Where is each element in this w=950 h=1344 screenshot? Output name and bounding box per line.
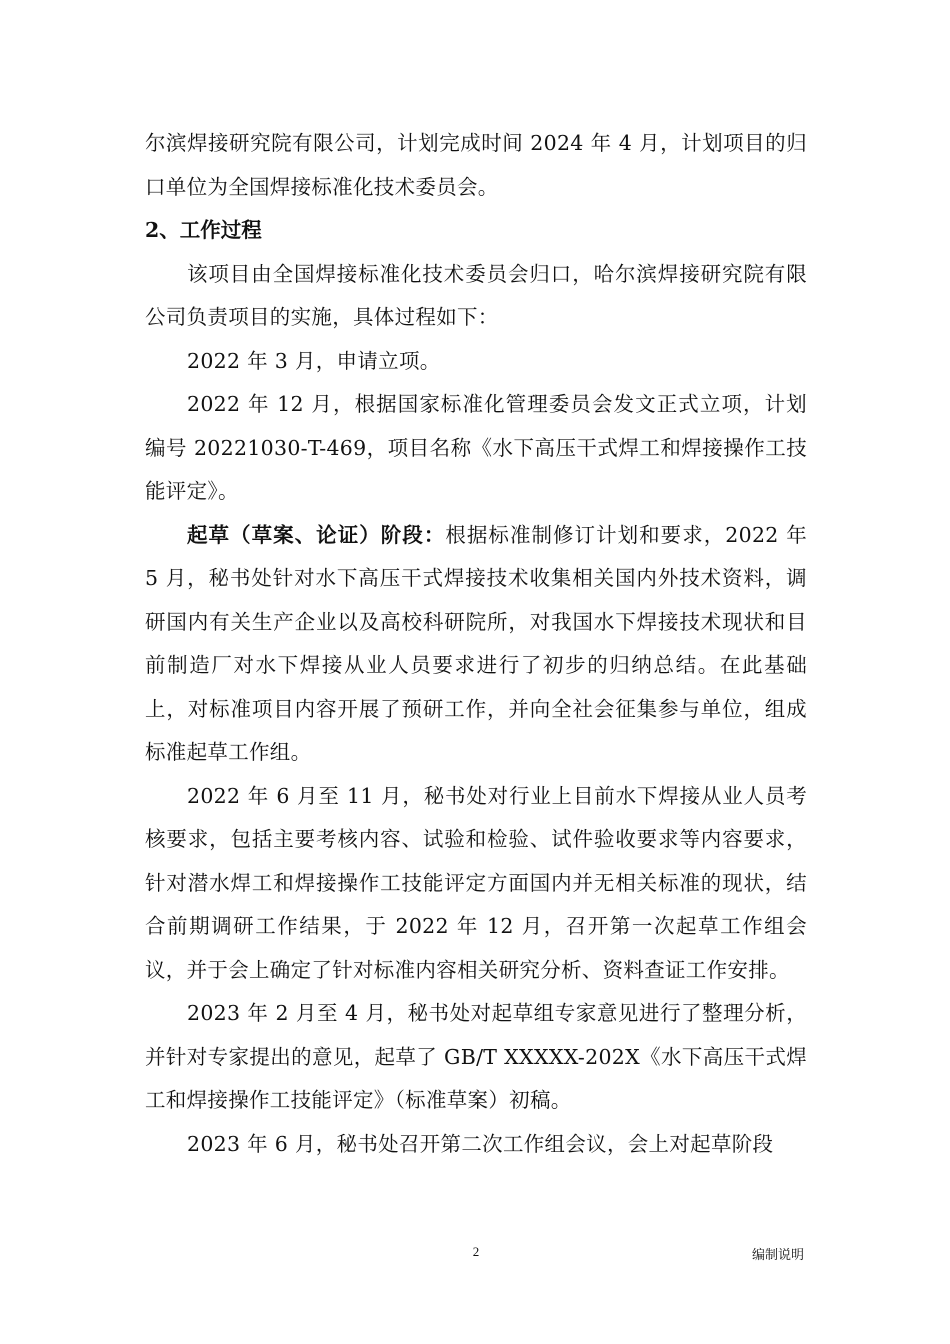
paragraph: 2022 年 6 月至 11 月，秘书处对行业上目前水下焊接从业人员考核要求，包括主要考核内容、试验和检验、试件验收要求等内容要求，针对潜水焊工和焊接操作工技能评定方面国内并无相关标准的现状，结合前期调研工作结果，于 2022 年 12 月，召开第一次起草工作组会议，并于会上确定了针对标准内容相关研究分析、资料查证工作安排。 bbox=[145, 783, 807, 982]
body-text bbox=[145, 122, 807, 1166]
paragraph-lead-bold: 起草（草案、论证）阶段： bbox=[187, 522, 446, 547]
footer-label: 编制说明 bbox=[752, 1248, 805, 1263]
paragraph-drafting-stage bbox=[145, 514, 807, 775]
section-heading: 2、工作过程 bbox=[145, 218, 262, 242]
paragraph: 2022 年 12 月，根据国家标准化管理委员会发文正式立项，计划编号 20221030-T-469，项目名称《水下高压干式焊工和焊接操作工技能评定》。 bbox=[145, 392, 807, 503]
paragraph-continuation: 尔滨焊接研究院有限公司，计划完成时间 2024 年 4 月，计划项目的归口单位为全国焊接标准化技术委员会。 bbox=[145, 131, 807, 199]
paragraph: 2022 年 3 月，申请立项。 bbox=[187, 348, 441, 373]
paragraph: 2023 年 6 月，秘书处召开第二次工作组会议，会上对起草阶段 bbox=[187, 1131, 774, 1156]
paragraph: 2023 年 2 月至 4 月，秘书处对起草组专家意见进行了整理分析，并针对专家提出的意见，起草了 GB/T XXXXX-202X《水下高压干式焊工和焊接操作工技能评定》（标准草案）初稿。 bbox=[145, 1001, 807, 1112]
paragraph-lead-text: 根据标准制修订计划和要求，2022 年 5 月，秘书处针对水下高压干式焊接技术收集相关国内外技术资料，调研国内有关生产企业以及高校科研院所，对我国水下焊接技术现状和目前制造厂对水下焊接从业人员要求进行了初步的归纳总结。在此基础上，对标准项目内容开展了预研工作，并向全社会征集参与单位，组成标准起草工作组。 bbox=[145, 522, 807, 764]
page-number: 2 bbox=[472, 1244, 480, 1259]
paragraph: 该项目由全国焊接标准化技术委员会归口，哈尔滨焊接研究院有限公司负责项目的实施，具体过程如下： bbox=[145, 261, 807, 329]
